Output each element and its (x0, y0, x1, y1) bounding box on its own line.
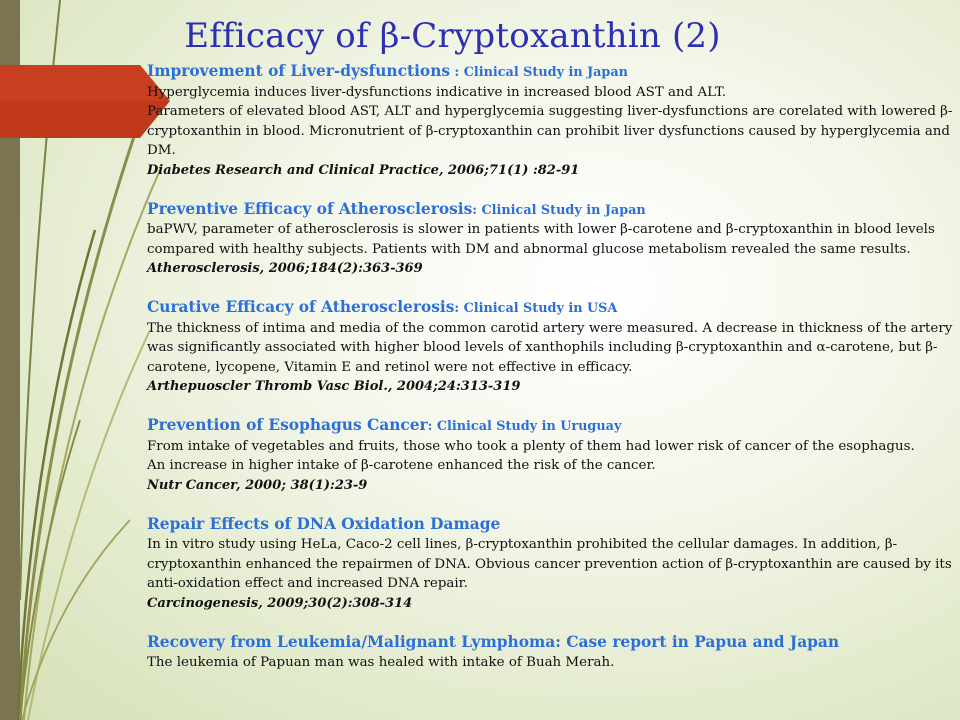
section-heading (147, 298, 959, 319)
section-heading-title: Preventive Efficacy of Atherosclerosis (147, 199, 473, 218)
section-heading-title: Improvement of Liver-dysfunctions (147, 62, 451, 80)
section-heading (147, 62, 959, 83)
section-heading-sub: : Clinical Study in Uruguay (427, 419, 622, 434)
section-dna-repair (147, 515, 959, 614)
section-body: From intake of vegetables and fruits, those who took a plenty of them had lower risk of cancer of the esophagus. An increase in higher intake of β-carotene enhanced the risk of the cancer. (147, 438, 915, 473)
section-heading-sub: : Clinical Study in USA (454, 301, 618, 316)
section-citation: Arthериoscler Thromb Vasc Biol., 2004;24:313-319 (147, 379, 521, 394)
section-body: Hyperglycemia induces liver-dysfunctions indicative in increased blood AST and ALT. Parameters of elevated blood AST, ALT and hyperglycemia suggesting liver-dysfunctions are corelated with lowered β-cryptoxanthin in blood. Micronutrient of β-cryptoxanthin can prohibit liver dysfunctions caused by hyperglycemia and DM. (147, 84, 953, 158)
section-heading-sub: : Clinical Study in Japan (472, 202, 646, 218)
section-esophagus-cancer (147, 416, 959, 495)
section-body: baPWV, parameter of atherosclerosis is slower in patients with lower β-carotene and β-cryptoxanthin in blood levels compared with healthy subjects. Patients with DM and abnormal glucose metabolism revealed the same results. (147, 222, 935, 257)
section-heading-title: Repair Effects of DNA Oxidation Damage (147, 514, 501, 533)
section-body: In in vitro study using HeLa, Caco-2 cell lines, β-cryptoxanthin prohibited the cellular damages. In addition, β-cryptoxanthin enhanced the repairmen of DNA. Obvious cancer prevention action of β-cryptoxanthin are caused by its anti-oxidation effect and increased DNA repair. (147, 537, 952, 591)
section-heading (147, 416, 959, 437)
section-body: The thickness of intima and media of the common carotid artery were measured. A decrease in thickness of the artery was significantly associated with higher blood levels of xanthophils including β-cryptoxanthin and α-carotene, but β-carotene, lycopene, Vitamin E and retinol were not effective in efficacy. (147, 320, 953, 375)
slide-title: Efficacy of β-Cryptoxanthin (2) (184, 16, 721, 56)
section-heading-title: Curative Efficacy of Atherosclerosis (147, 298, 455, 316)
section-heading-title: Prevention of Esophagus Cancer (147, 416, 428, 434)
section-citation: Carcinogenesis, 2009;30(2):308-314 (147, 595, 413, 611)
section-heading (147, 633, 959, 654)
section-heading-title: Recovery from Leukemia/Malignant Lymphoma: Case report in Papua and Japan (147, 632, 840, 651)
content-area (147, 62, 959, 692)
section-heading (147, 515, 959, 536)
section-preventive-atherosclerosis (147, 200, 959, 279)
section-liver (147, 62, 959, 180)
section-body: The leukemia of Papuan man was healed with intake of Buah Merah. (147, 655, 615, 670)
section-citation: Nutr Cancer, 2000; 38(1):23-9 (147, 477, 368, 493)
section-heading-sub: : Clinical Study in Japan (450, 65, 628, 80)
section-citation: Atherosclerosis, 2006;184(2):363-369 (147, 261, 423, 276)
section-citation: Diabetes Research and Clinical Practice, 2006;71(1) :82-91 (147, 162, 580, 178)
section-heading (147, 200, 959, 221)
section-leukemia (147, 633, 959, 673)
section-curative-atherosclerosis (147, 298, 959, 397)
